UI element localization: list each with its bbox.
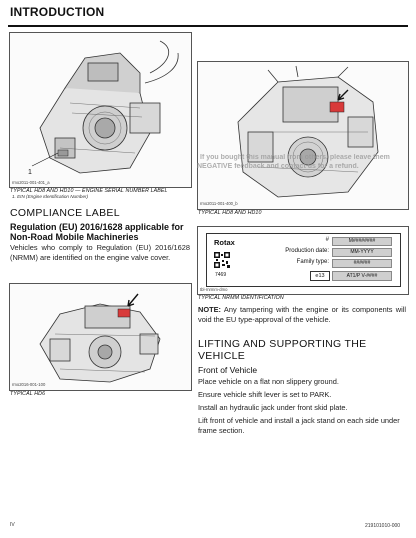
header-rule	[8, 25, 408, 27]
section-heading: LIFTING AND SUPPORTING THE	[198, 338, 367, 350]
step-text: Place vehicle on a flat non slippery ground.	[198, 377, 339, 386]
engine-hd6-figure	[9, 283, 192, 391]
engine-serial-label-figure	[9, 32, 192, 188]
engine-hd6-illustration	[10, 284, 191, 390]
step-text: Ensure vehicle shift lever is set to PARK.	[198, 390, 332, 399]
label-row-label: Production date:	[285, 248, 329, 254]
note-paragraph	[198, 305, 406, 325]
step-text: Lift front of vehicle and install a jack stand on each side under frame section.	[198, 416, 400, 435]
figure-caption: TYPICAL HD8 AND HD10 — ENGINE SERIAL NUMBER LABEL	[10, 188, 168, 194]
page-number: IV	[10, 522, 15, 528]
note-text: Any tampering with the engine or its components will void the EU type-approval of the vehicle.	[198, 305, 407, 324]
subsection-heading: Front of Vehicle	[198, 365, 258, 375]
figure-code: rmo2011-001-400_b	[200, 201, 238, 206]
callout-number: 1	[28, 169, 32, 176]
figure-code: rmo2011-001-401_a	[12, 180, 50, 185]
figure-code: tbl-rnrmm-dmo	[200, 287, 228, 292]
figure-legend: 1. EIN (Engine Identification Number)	[12, 194, 89, 199]
engine-hd8-hd10-illustration	[10, 33, 191, 187]
engine-top-figure	[197, 61, 409, 210]
page-header-title: INTRODUCTION	[10, 5, 105, 19]
paragraph: Vehicles who comply to Regulation (EU) 2016/1628 (NRMM) are identified on the engine valve cover.	[10, 243, 190, 262]
label-row-value: MM-YYYY	[332, 248, 392, 257]
figure-caption: TYPICAL HD8 AND HD10	[198, 210, 262, 216]
approval-value: AT1/P V-####	[332, 271, 392, 281]
subsection-heading: Regulation (EU) 2016/1628 applicable for Non-Road Mobile Machineries	[10, 222, 184, 242]
label-row-value: M########	[332, 237, 392, 246]
qr-code-icon	[214, 252, 230, 268]
label-row-label: #	[325, 237, 329, 243]
document-code: 219101010-000	[365, 523, 401, 529]
nrmm-label-figure	[197, 226, 409, 295]
figure-caption: TYPICAL NRMM IDENTIFICATION	[198, 295, 284, 301]
section-heading: COMPLIANCE LABEL	[10, 207, 120, 219]
engine-top-illustration	[198, 62, 408, 209]
step-text: Install an hydraulic jack under front skid plate.	[198, 403, 348, 412]
figure-code: rmo2016-001-100	[12, 382, 46, 387]
label-small-number: 7469	[215, 272, 227, 278]
nrmm-label	[206, 233, 401, 287]
watermark-line: If you bought this manual from others, please leave them	[200, 154, 390, 161]
label-brand: Rotax	[214, 238, 235, 247]
label-row-label: Family type:	[296, 259, 329, 265]
watermark-line: NEGATIVE feedback and contact us for a refund.	[197, 163, 359, 170]
figure-caption: TYPICAL HD6	[10, 391, 46, 397]
section-heading: VEHICLE	[198, 350, 246, 362]
approval-code-badge: e13	[310, 271, 330, 281]
note-label: NOTE:	[198, 305, 221, 314]
label-row-value: ######	[332, 259, 392, 268]
